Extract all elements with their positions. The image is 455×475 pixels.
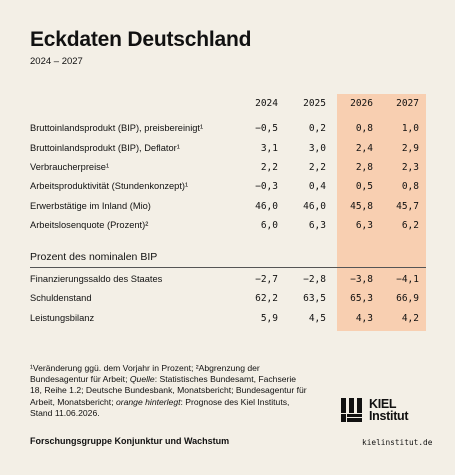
- cell-2027: 4,2: [401, 313, 419, 324]
- cell-2024: 3,1: [260, 143, 278, 154]
- table-row: [30, 220, 424, 234]
- row-label: Schuldenstand: [30, 293, 92, 303]
- row-label: Finanzierungssaldo des Staates: [30, 274, 163, 284]
- row-label: Erwerbstätige im Inland (Mio): [30, 201, 151, 211]
- footnote: ¹Veränderung ggü. dem Vorjahr in Prozent; ²Abgrenzung der Bundesagentur für Arbeit; Quelle: Statistisches Bundesamt, Fachserie 18, Reihe 1.2; Deutsche Bundesbank, Monatsbericht; Bundesagentur für Arbeit, Monatsbericht; orange hinterlegt: Prognose des Kiel Instituts, Stand 11.06.2026.: [30, 363, 307, 418]
- cell-2025: 3,0: [308, 143, 326, 154]
- table-row: [30, 123, 424, 137]
- cell-2024: 6,0: [260, 220, 278, 231]
- cell-2027: 1,0: [401, 123, 419, 134]
- year-header-2025: 2025: [303, 98, 326, 109]
- cell-2025: 0,4: [308, 181, 326, 192]
- cell-2026: 65,3: [350, 293, 373, 304]
- page-subtitle: 2024 – 2027: [30, 56, 83, 67]
- year-header-2027: 2027: [396, 98, 419, 109]
- cell-2025: 4,5: [308, 313, 326, 324]
- cell-2024: −2,7: [255, 274, 278, 285]
- cell-2024: 2,2: [260, 162, 278, 173]
- cell-2026: 6,3: [355, 220, 373, 231]
- logo-line-institut: Institut: [369, 409, 409, 423]
- logo-line-kiel: KIEL: [369, 397, 397, 411]
- cell-2026: 0,8: [355, 123, 373, 134]
- cell-2026: 0,5: [355, 181, 373, 192]
- table-row: [30, 293, 424, 307]
- cell-2025: 6,3: [308, 220, 326, 231]
- table-row: [30, 274, 424, 288]
- table-row: [30, 313, 424, 327]
- cell-2024: −0,5: [255, 123, 278, 134]
- cell-2026: −3,8: [350, 274, 373, 285]
- cell-2025: 46,0: [303, 201, 326, 212]
- cell-2024: −0,3: [255, 181, 278, 192]
- cell-2027: 2,9: [401, 143, 419, 154]
- cell-2027: 6,2: [401, 220, 419, 231]
- cell-2025: −2,8: [303, 274, 326, 285]
- website-link[interactable]: kielinstitut.de: [362, 438, 433, 447]
- kiel-logo[interactable]: [341, 398, 431, 422]
- cell-2026: 2,4: [355, 143, 373, 154]
- cell-2024: 46,0: [255, 201, 278, 212]
- row-label: Verbraucherpreise¹: [30, 162, 110, 172]
- section-divider: [30, 267, 426, 268]
- row-label: Arbeitslosenquote (Prozent)²: [30, 220, 149, 230]
- cell-2026: 45,8: [350, 201, 373, 212]
- table-row: [30, 181, 424, 195]
- row-label: Bruttoinlandsprodukt (BIP), preisbereinigt¹: [30, 123, 204, 133]
- year-header-2024: 2024: [255, 98, 278, 109]
- cell-2026: 4,3: [355, 313, 373, 324]
- year-header-2026: 2026: [350, 98, 373, 109]
- cell-2025: 2,2: [308, 162, 326, 173]
- logo-bars-icon: [341, 398, 365, 422]
- table-row: [30, 201, 424, 215]
- cell-2027: −4,1: [396, 274, 419, 285]
- row-label: Leistungsbilanz: [30, 313, 95, 323]
- cell-2024: 62,2: [255, 293, 278, 304]
- row-label: Bruttoinlandsprodukt (BIP), Deflator¹: [30, 143, 180, 153]
- cell-2027: 45,7: [396, 201, 419, 212]
- cell-2027: 66,9: [396, 293, 419, 304]
- section-title: Prozent des nominalen BIP: [30, 251, 158, 263]
- table-row: [30, 143, 424, 157]
- cell-2025: 0,2: [308, 123, 326, 134]
- cell-2024: 5,9: [260, 313, 278, 324]
- row-label: Arbeitsproduktivität (Stundenkonzept)¹: [30, 181, 189, 191]
- cell-2027: 0,8: [401, 181, 419, 192]
- cell-2026: 2,8: [355, 162, 373, 173]
- cell-2027: 2,3: [401, 162, 419, 173]
- research-group-credit: Forschungsgruppe Konjunktur und Wachstum: [30, 436, 230, 446]
- page-title: Eckdaten Deutschland: [30, 28, 252, 51]
- table-row: [30, 162, 424, 176]
- cell-2025: 63,5: [303, 293, 326, 304]
